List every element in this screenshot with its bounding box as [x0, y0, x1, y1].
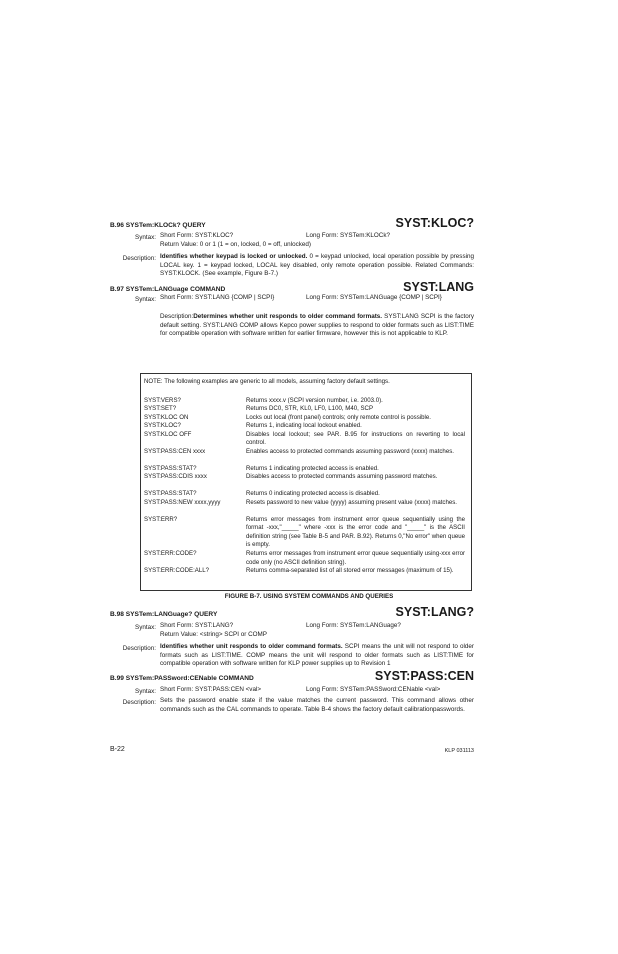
b98-short-form: Short Form: SYST:LANG? [160, 622, 234, 629]
b97-description [160, 313, 474, 339]
b96-syntax-label: Syntax: [135, 234, 156, 241]
section-b99-command: SYST:PASS:CEN [374, 669, 474, 683]
example-description: Returns error messages from instrument error queue sequentially using the format -xxx,"_____" where -xxx is the error code and "_____" is the ASCII definition string (see Table B-5 and PAR. B.92). Returns 0,"No error" when queue is empty. [246, 515, 465, 549]
b97-syntax-label: Syntax: [135, 296, 156, 303]
example-command: SYST:PASS:STAT? [144, 490, 197, 497]
b97-description-text: SYST:LANG SCPI is the factory default setting. SYST:LANG COMP allows Kepco power supplies to respond to older formats such as LIST:TIME for compatible operation with software written for earlier firmware, however this is not applicable to KLP. [160, 313, 474, 338]
page-number: B-22 [110, 746, 125, 753]
section-b97-header [110, 278, 474, 294]
example-command: SYST:ERR:CODE:ALL? [144, 567, 210, 574]
b96-description-label: Description: [122, 255, 156, 262]
example-description: Returns 1, indicating local lockout enabled. [246, 422, 362, 429]
example-description: Returns xxxx.v (SCPI version number, i.e. 2003.0). [246, 397, 383, 404]
b96-description-text: 0 = keypad unlocked, local operation possible by pressing LOCAL key. 1 = keypad locked, LOCAL key disabled, only remote operation possible. Related Commands: SYST:KLOCK. (See example, Figure B-7.) [160, 253, 474, 278]
b98-description-bold: Identifies whether unit responds to older command formats. [160, 643, 343, 650]
section-b97-title: B.97 SYSTem:LANGuage COMMAND [110, 286, 226, 293]
b98-long-form: Long Form: SYSTem:LANGuage? [306, 622, 401, 629]
b97-long-form: Long Form: SYSTem:LANGuage {COMP | SCPI} [306, 294, 442, 301]
section-b99-title: B.99 SYSTem:PASSword:CENable COMMAND [110, 675, 254, 682]
example-command: SYST:ERR:CODE? [144, 550, 197, 557]
b98-syntax-label: Syntax: [135, 624, 156, 631]
example-description: Returns 0 indicating protected access is disabled. [246, 490, 380, 497]
section-b98-title: B.98 SYSTem:LANGuage? QUERY [110, 611, 218, 618]
example-description: Disables access to protected commands assuming password matches. [246, 473, 438, 480]
b98-return-value: Return Value: <string> SCPI or COMP [160, 631, 267, 638]
b96-description-bold: Identifies whether keypad is locked or unlocked. [160, 253, 308, 260]
b98-description [160, 643, 474, 669]
section-b96-title: B.96 SYSTem:KLOCk? QUERY [110, 222, 206, 229]
section-b99-header [110, 667, 474, 683]
example-description: Resets password to new value (yyyy) assuming present value (xxxx) matches. [246, 498, 457, 506]
section-b98-command: SYST:LANG? [395, 605, 474, 619]
example-command: SYST:PASS:NEW xxxx,yyyy [144, 498, 221, 506]
b99-description: Sets the password enable state if the value matches the current password. This command allows other commands such as the CAL commands to operate. Table B-4 shows the factory default calibrationpasswords. [160, 697, 474, 713]
b97-description-bold: Determines whether unit responds to older command formats. [193, 313, 383, 320]
figure-b7-box [140, 373, 472, 591]
figure-caption: FIGURE B-7. USING SYSTEM COMMANDS AND QUERIES [224, 593, 394, 600]
b99-syntax-label: Syntax: [135, 688, 156, 695]
example-description: Locks out local (front panel) controls; only remote control is possible. [246, 413, 431, 421]
example-command: SYST:VERS? [144, 397, 181, 404]
b97-short-form: Short Form: SYST:LANG {COMP | SCPI} [160, 294, 275, 301]
example-description: Returns 1 indicating protected access is enabled. [246, 464, 379, 472]
example-command: SYST:KLOC? [144, 422, 181, 429]
example-command: SYST:ERR? [144, 515, 178, 523]
example-command: SYST:KLOC OFF [144, 430, 192, 438]
b99-short-form: Short Form: SYST:PASS:CEN <val> [160, 686, 262, 693]
example-description: Returns DC0, STR, KL0, LF0, L100, M40, SCP [246, 405, 374, 412]
figure-note: NOTE: The following examples are generic to all models, assuming factory default settings. [144, 378, 390, 385]
b98-description-label: Description: [122, 645, 156, 652]
b98-description-text: SCPI means the unit will not respond to older formats such as LIST:TIME. COMP means the unit will respond to older formats such as LIST:TIME for compatible operation with software written for KLP power supplies up to Revision 1 [160, 643, 474, 668]
example-description: Disables local lockout; see PAR. B.95 for instructions on reverting to local control. [246, 430, 465, 447]
b96-long-form: Long Form: SYSTem:KLOCk? [306, 232, 390, 239]
section-b96-command: SYST:KLOC? [395, 216, 474, 230]
b96-return-value: Return Value: 0 or 1 (1 = on, locked, 0 = off, unlocked) [160, 241, 311, 248]
b97-description-lead: Description: [160, 313, 194, 320]
example-command: SYST:PASS:CDIS xxxx [144, 473, 207, 480]
b99-long-form: Long Form: SYSTem:PASSword:CENable <val> [306, 686, 441, 693]
section-b97-command: SYST:LANG [403, 280, 474, 294]
section-b96-header [110, 214, 474, 230]
example-command: SYST:PASS:CEN xxxx [144, 447, 206, 455]
example-description: Enables access to protected commands assuming password (xxxx) matches. [246, 447, 454, 455]
example-command: SYST:KLOC ON [144, 413, 189, 421]
section-b98-header [110, 603, 474, 619]
example-command: SYST:PASS:STAT? [144, 464, 197, 472]
example-description: Returns comma-separated list of all stored error messages (maximum of 15). [246, 567, 454, 574]
b96-short-form: Short Form: SYST:KLOC? [160, 232, 234, 239]
b96-description [160, 253, 474, 279]
example-description: Returns error messages from instrument error queue sequentially using-xxx error code only (no ASCII definition string). [246, 550, 465, 566]
example-command: SYST:SET? [144, 405, 177, 412]
document-id: KLP 031113 [444, 748, 474, 754]
b99-description-label: Description: [122, 699, 156, 706]
